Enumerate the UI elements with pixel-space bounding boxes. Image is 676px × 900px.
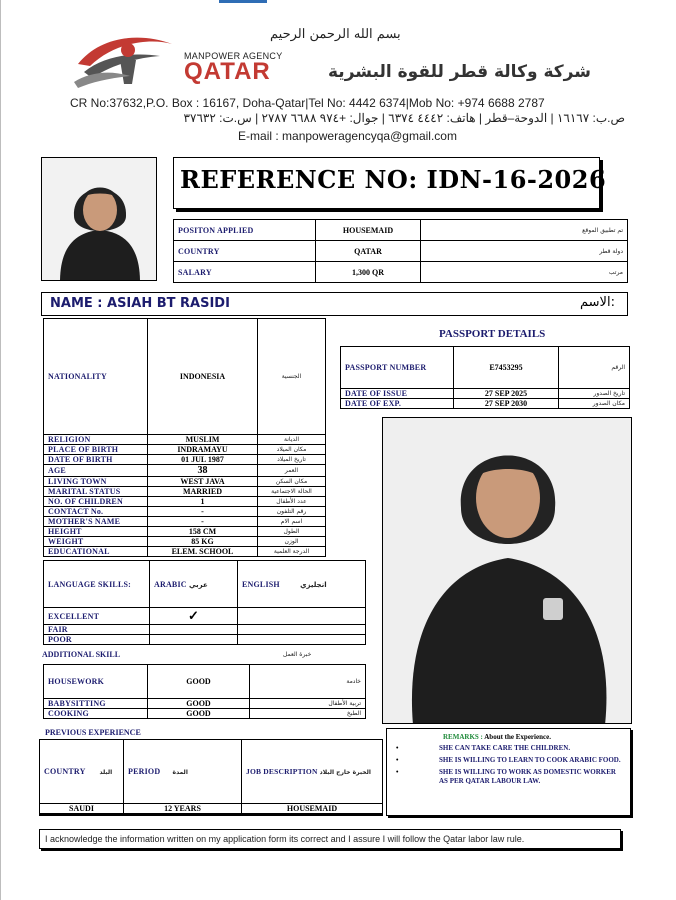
- personal-row: [44, 435, 326, 445]
- passport-label-arabic: مكان الصدور: [559, 399, 630, 409]
- language-level-label: EXCELLENT: [44, 608, 150, 625]
- personal-label-arabic: مكان الميلاد: [258, 445, 326, 455]
- reference-number: REFERENCE NO: IDN-16-2026: [180, 165, 607, 194]
- personal-value: INDRAMAYU: [148, 445, 258, 455]
- remarks-list: [394, 744, 626, 789]
- english-label-arabic: انجليزي: [300, 580, 327, 589]
- personal-value: ELEM. SCHOOL: [148, 547, 258, 557]
- experience-period: [124, 815, 242, 816]
- experience-country: [40, 815, 124, 816]
- english-level-check: [238, 635, 366, 645]
- remark-item: [394, 756, 626, 765]
- experience-row: [40, 804, 383, 814]
- skill-label: HOUSEWORK: [44, 665, 148, 699]
- additional-skill-title: ADDITIONAL SKILL: [42, 650, 121, 659]
- remark-item: [394, 744, 626, 753]
- page-edge: [0, 0, 1, 900]
- job-table: [173, 219, 628, 283]
- skill-label: BABYSITTING: [44, 699, 148, 709]
- personal-row: [44, 477, 326, 487]
- personal-value: WEST JAVA: [148, 477, 258, 487]
- passport-label: DATE OF ISSUE: [341, 389, 454, 399]
- personal-label: LIVING TOWN: [44, 477, 148, 487]
- language-skills-label: LANGUAGE SKILLS:: [44, 561, 150, 608]
- job-column-header: [242, 740, 383, 804]
- acknowledgement-text: I acknowledge the information written on my application form its correct and I assure I will follow the Qatar labor law rule.: [45, 834, 525, 844]
- job-header-arabic: الخبرة خارج البلاد: [319, 769, 371, 776]
- remark-text: SHE IS WILLING TO WORK AS DOMESTIC WORKER AS PER QATAR LABOUR LAW.: [439, 768, 616, 785]
- job-label: POSITON APPLIED: [174, 220, 316, 241]
- passport-label-arabic: تاريخ الصدور: [559, 389, 630, 399]
- english-level-check: [238, 608, 366, 625]
- experience-job: [242, 815, 383, 816]
- personal-label-arabic: الجنسية: [258, 319, 326, 435]
- contact-line-arabic: ص.ب: ١٦١٦٧ | الدوحة–قطر | هاتف: ٤٤٤٢ ٦٣٧٤ | جوال: +٩٧٤ ٦٦٨٨ ٢٧٨٧ | س.ت: ٣٧٦٣٢: [183, 111, 625, 125]
- brand-title: QATAR: [184, 58, 271, 85]
- job-value: HOUSEMAID: [316, 220, 421, 241]
- bullet-icon: •: [396, 744, 399, 752]
- personal-value: -: [148, 507, 258, 517]
- skill-label-arabic: تربية الأطفال: [250, 699, 366, 709]
- remarks-title: [443, 733, 551, 741]
- personal-row: [44, 455, 326, 465]
- bullet-icon: •: [396, 768, 399, 776]
- personal-row: [44, 517, 326, 527]
- arabic-label-arabic: عربي: [188, 580, 208, 589]
- english-level-check: [238, 625, 366, 635]
- arabic-level-check: [150, 635, 238, 645]
- remarks-title-label: REMARKS :: [443, 733, 483, 741]
- country-header-arabic: البلد: [99, 769, 113, 776]
- experience-table: [39, 739, 383, 816]
- applicant-name: NAME : ASIAH BT RASIDI: [50, 296, 230, 311]
- job-label: SALARY: [174, 262, 316, 283]
- job-row: [174, 262, 628, 283]
- additional-skill-title-arabic: خبرة العمل: [283, 651, 312, 658]
- english-label: ENGLISH: [242, 579, 280, 589]
- personal-label-arabic: الدرجة العلمية: [258, 547, 326, 557]
- language-level-row: [44, 625, 366, 635]
- skill-label-arabic: الطبخ: [250, 709, 366, 719]
- skill-label-arabic: خادمة: [250, 665, 366, 699]
- applicant-name-arabic: الاسم:: [580, 295, 615, 310]
- personal-label: CONTACT No.: [44, 507, 148, 517]
- job-row: [174, 220, 628, 241]
- passport-value: 27 SEP 2025: [454, 389, 559, 399]
- personal-label: MARITAL STATUS: [44, 487, 148, 497]
- personal-label: RELIGION: [44, 435, 148, 445]
- personal-value: 38: [148, 465, 258, 477]
- personal-label: MOTHER'S NAME: [44, 517, 148, 527]
- job-label: COUNTRY: [174, 241, 316, 262]
- top-accent-bar: [219, 0, 267, 3]
- experience-row: [40, 815, 383, 816]
- remarks-title-subtitle: About the Experience.: [484, 733, 551, 741]
- passport-table: [340, 346, 630, 409]
- personal-row: [44, 497, 326, 507]
- personal-row: [44, 465, 326, 477]
- country-header-label: COUNTRY: [44, 767, 86, 776]
- personal-value: -: [148, 517, 258, 527]
- period-header-label: PERIOD: [128, 767, 161, 776]
- language-level-row: [44, 635, 366, 645]
- job-label-arabic: مرتب: [421, 262, 628, 283]
- personal-label: NO. OF CHILDREN: [44, 497, 148, 507]
- passport-value: 27 SEP 2030: [454, 399, 559, 409]
- skill-value: GOOD: [148, 699, 250, 709]
- arabic-level-check: [150, 625, 238, 635]
- personal-value: 85 KG: [148, 537, 258, 547]
- personal-row: [44, 487, 326, 497]
- personal-label: NATIONALITY: [44, 319, 148, 435]
- brand-subtitle: MANPOWER AGENCY: [184, 51, 283, 61]
- bismillah-text: بسم الله الرحمن الرحيم: [270, 27, 401, 42]
- personal-label: AGE: [44, 465, 148, 477]
- personal-label: EDUCATIONAL: [44, 547, 148, 557]
- personal-label-arabic: رقم التلفون: [258, 507, 326, 517]
- personal-label: WEIGHT: [44, 537, 148, 547]
- personal-label-arabic: العمر: [258, 465, 326, 477]
- language-level-row: [44, 608, 366, 625]
- personal-value: 158 CM: [148, 527, 258, 537]
- personal-value: 1: [148, 497, 258, 507]
- passport-details-title: PASSPORT DETAILS: [439, 328, 546, 340]
- job-label-arabic: تم تطبيق الموقع: [421, 220, 628, 241]
- personal-label-arabic: الحالة الاجتماعية: [258, 487, 326, 497]
- personal-row: [44, 547, 326, 557]
- passport-value: E7453295: [454, 347, 559, 389]
- personal-label: DATE OF BIRTH: [44, 455, 148, 465]
- period-column-header: [124, 740, 242, 804]
- skill-value: GOOD: [148, 665, 250, 699]
- remark-text: SHE IS WILLING TO LEARN TO COOK ARABIC FOOD.: [439, 756, 621, 764]
- personal-label: PLACE OF BIRTH: [44, 445, 148, 455]
- remark-item: [394, 768, 626, 786]
- personal-label-arabic: اسم الام: [258, 517, 326, 527]
- applicant-photo-small: [41, 157, 157, 281]
- personal-row: [44, 527, 326, 537]
- applicant-photo-full: [382, 417, 632, 724]
- job-row: [174, 241, 628, 262]
- personal-value: 01 JUL 1987: [148, 455, 258, 465]
- remark-text: SHE CAN TAKE CARE THE CHILDREN.: [439, 744, 571, 752]
- personal-label-arabic: عدد الأطفال: [258, 497, 326, 507]
- personal-value: MARRIED: [148, 487, 258, 497]
- personal-label: HEIGHT: [44, 527, 148, 537]
- skill-row: [44, 665, 366, 699]
- skill-row: [44, 699, 366, 709]
- personal-label-arabic: الديانة: [258, 435, 326, 445]
- experience-header-row: [40, 740, 383, 804]
- arabic-label: ARABIC: [154, 579, 187, 589]
- job-value: 1,300 QR: [316, 262, 421, 283]
- personal-details-table: [43, 318, 326, 557]
- arabic-column: [150, 561, 238, 608]
- personal-row: [44, 507, 326, 517]
- additional-skill-table: [43, 664, 366, 719]
- personal-value: INDONESIA: [148, 319, 258, 435]
- experience-period: 12 YEARS: [124, 804, 242, 814]
- job-label-arabic: دولة قطر: [421, 241, 628, 262]
- passport-label: PASSPORT NUMBER: [341, 347, 454, 389]
- previous-experience-title: PREVIOUS EXPERIENCE: [45, 728, 141, 737]
- agency-logo: [70, 26, 175, 96]
- job-value: QATAR: [316, 241, 421, 262]
- period-header-arabic: المدة: [172, 769, 188, 776]
- passport-row: [341, 399, 630, 409]
- personal-row: [44, 319, 326, 435]
- personal-label-arabic: تاريخ الميلاد: [258, 455, 326, 465]
- contact-email[interactable]: E-mail : manpoweragencyqa@gmail.com: [238, 129, 457, 143]
- arabic-level-check: ✓: [150, 608, 238, 625]
- passport-row: [341, 347, 630, 389]
- personal-row: [44, 445, 326, 455]
- country-column-header: [40, 740, 124, 804]
- language-level-label: POOR: [44, 635, 150, 645]
- skill-value: GOOD: [148, 709, 250, 719]
- personal-label-arabic: مكان السكن: [258, 477, 326, 487]
- passport-row: [341, 389, 630, 399]
- passport-label-arabic: الرقم: [559, 347, 630, 389]
- personal-label-arabic: الوزن: [258, 537, 326, 547]
- language-header-row: [44, 561, 366, 608]
- language-skills-table: [43, 560, 366, 645]
- personal-value: MUSLIM: [148, 435, 258, 445]
- language-level-label: FAIR: [44, 625, 150, 635]
- experience-job: HOUSEMAID: [242, 804, 383, 814]
- skill-label: COOKING: [44, 709, 148, 719]
- job-header-label: JOB DESCRIPTION: [246, 767, 318, 776]
- experience-country: SAUDI: [40, 804, 124, 814]
- contact-line-english: CR No:37632,P.O. Box : 16167, Doha-Qatar|Tel No: 4442 6374|Mob No: +974 6688 2787: [70, 96, 545, 110]
- skill-row: [44, 709, 366, 719]
- brand-title-arabic: شركة وكالة قطر للقوة البشرية: [328, 62, 591, 82]
- bullet-icon: •: [396, 756, 399, 764]
- passport-label: DATE OF EXP.: [341, 399, 454, 409]
- personal-label-arabic: الطول: [258, 527, 326, 537]
- english-column: [238, 561, 366, 608]
- personal-row: [44, 537, 326, 547]
